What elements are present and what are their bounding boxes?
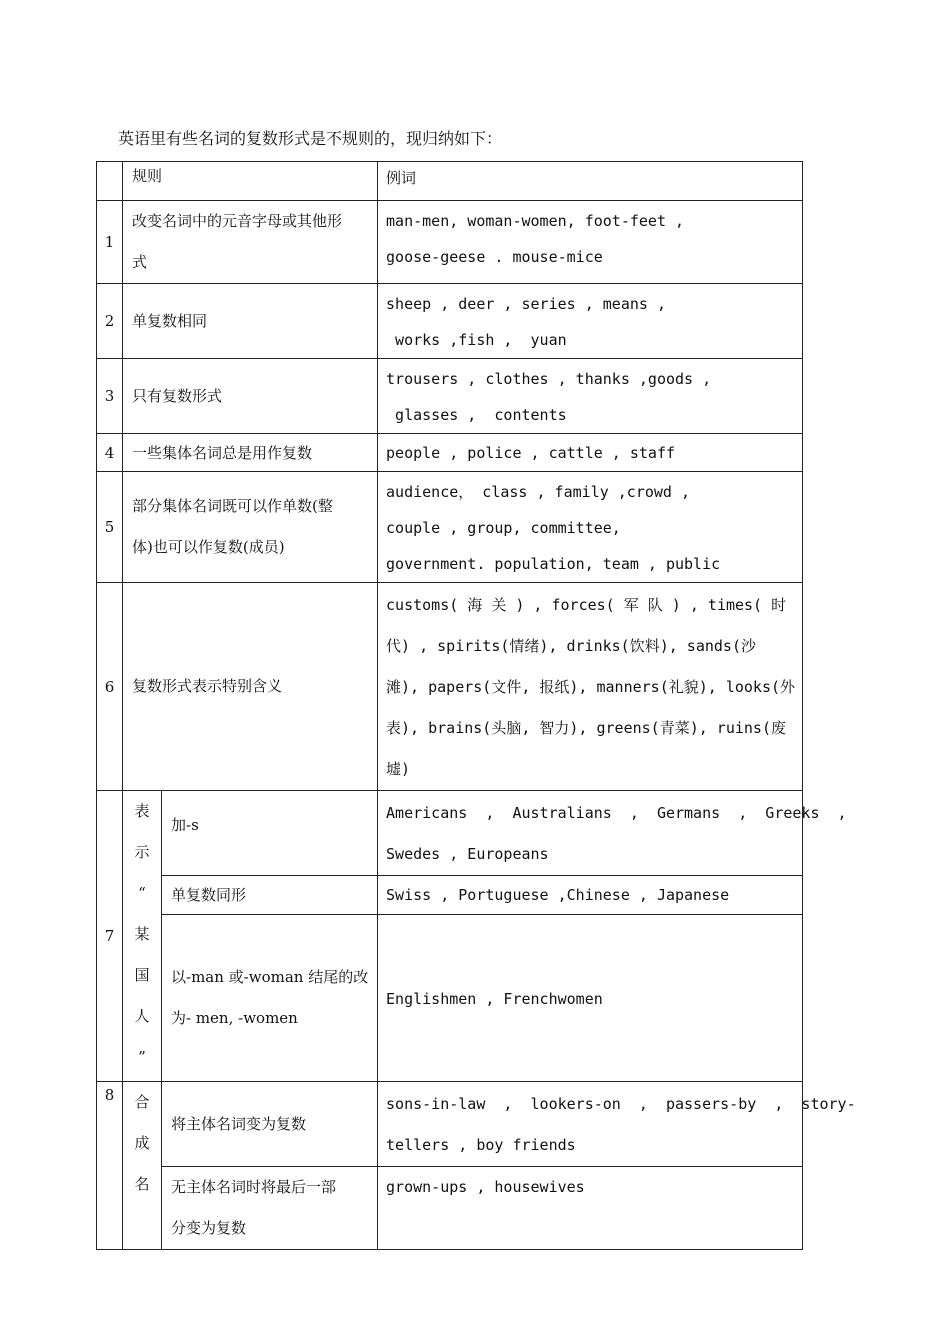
rule-line: 为- men, -women	[171, 1009, 298, 1027]
group-char: 某	[134, 925, 150, 943]
table-row	[97, 359, 803, 434]
table-row	[97, 583, 803, 791]
rule-cell	[123, 201, 378, 284]
example-line: audience， class , family ,crowd ,	[386, 483, 691, 501]
row-number: 6	[97, 583, 123, 791]
example-line: 滩), papers(文件, 报纸), manners(礼貌), looks(外	[386, 678, 796, 696]
table-header-row	[97, 162, 803, 201]
example-line: trousers , clothes , thanks ,goods ,	[386, 370, 712, 388]
rule-line: 复数形式表示特别含义	[132, 677, 283, 695]
rule-cell	[123, 583, 378, 791]
example-cell	[378, 1082, 856, 1167]
group-char: 名	[134, 1175, 150, 1193]
example-cell	[378, 359, 803, 434]
example-line: Englishmen , Frenchwomen	[386, 990, 603, 1008]
group-char: 人	[134, 1007, 150, 1025]
group-char: 成	[134, 1134, 150, 1152]
rule-line: 式	[132, 253, 148, 271]
row-number: 8	[97, 1082, 123, 1250]
rule-cell	[162, 1082, 378, 1167]
example-line: customs( 海 关 ) , forces( 军 队 ) , times( 时	[386, 596, 787, 614]
row-number: 2	[97, 284, 123, 359]
rule-line: 将主体名词变为复数	[171, 1115, 307, 1133]
rule-cell	[162, 915, 378, 1082]
example-cell	[378, 791, 847, 876]
example-cell	[378, 201, 803, 284]
header-num-cell	[97, 162, 123, 201]
table-row	[97, 472, 803, 583]
rule-cell	[123, 284, 378, 359]
example-line: works ,fish , yuan	[386, 331, 567, 349]
group-char: 合	[134, 1093, 150, 1111]
rule-line: 部分集体名词既可以作单数(整	[132, 497, 333, 515]
example-line: sheep , deer , series , means ,	[386, 295, 666, 313]
group-char: ”	[138, 1048, 146, 1066]
rule-cell	[162, 876, 378, 915]
row-number: 1	[97, 201, 123, 284]
row-number: 3	[97, 359, 123, 434]
rule-cell	[162, 791, 378, 876]
example-line: grown-ups , housewives	[386, 1178, 585, 1196]
table-subrow	[97, 1167, 803, 1250]
group-char: “	[138, 884, 146, 902]
group-char: 国	[134, 966, 150, 984]
rule-line: 体)也可以作复数(成员)	[132, 538, 285, 556]
rule-line: 以-man 或-woman 结尾的改	[171, 968, 369, 986]
rule-line: 加-s	[171, 816, 199, 834]
group-label-nationality	[123, 791, 162, 1082]
rule-cell	[162, 1167, 378, 1250]
example-cell	[378, 583, 803, 791]
rule-line: 单复数相同	[132, 311, 208, 330]
header-rule: 规则	[123, 162, 378, 201]
example-line: goose-geese . mouse-mice	[386, 248, 603, 266]
rule-cell	[123, 434, 378, 472]
example-line: government. population, team , public	[386, 555, 721, 573]
table-row	[97, 434, 803, 472]
table-subrow	[97, 876, 803, 915]
rule-line: 只有复数形式	[132, 386, 223, 405]
table-row	[97, 201, 803, 284]
intro-text: 英语里有些名词的复数形式是不规则的，现归纳如下：	[118, 129, 503, 148]
example-line: people , police , cattle , staff	[386, 443, 675, 462]
example-line: Swedes , Europeans	[386, 845, 549, 863]
row-number: 7	[97, 791, 123, 1082]
rule-line: 改变名词中的元音字母或其他形	[132, 212, 343, 230]
header-example: 例词	[378, 162, 803, 201]
example-line: Americans , Australians , Germans , Greeks ,	[386, 804, 847, 822]
table-row	[97, 1082, 803, 1167]
example-line: sons-in-law , lookers-on , passers-by , story-	[386, 1095, 856, 1113]
table-subrow	[97, 915, 803, 1082]
group-char: 示	[134, 843, 150, 861]
example-line: 代) , spirits(情绪), drinks(饮料), sands(沙	[386, 637, 756, 655]
example-cell	[378, 284, 803, 359]
example-cell	[378, 434, 803, 472]
example-cell	[378, 1167, 803, 1250]
group-label-compound	[123, 1082, 162, 1250]
example-cell	[378, 472, 803, 583]
table-row	[97, 791, 803, 876]
example-line: tellers , boy friends	[386, 1136, 576, 1154]
row-number: 5	[97, 472, 123, 583]
rule-cell	[123, 472, 378, 583]
example-line: Swiss , Portuguese ,Chinese , Japanese	[386, 886, 730, 904]
row-number: 4	[97, 434, 123, 472]
example-line: 表), brains(头脑, 智力), greens(青菜), ruins(废	[386, 719, 786, 737]
rule-line: 单复数同形	[171, 886, 247, 904]
example-line: glasses , contents	[386, 406, 567, 424]
example-line: couple , group, committee,	[386, 519, 621, 537]
rule-line: 分变为复数	[171, 1219, 247, 1237]
rule-line: 一些集体名词总是用作复数	[132, 443, 313, 462]
table-row	[97, 284, 803, 359]
example-line: man-men, woman-women, foot-feet ,	[386, 212, 685, 230]
example-cell	[378, 915, 803, 1082]
example-cell	[378, 876, 803, 915]
plural-rules-table	[96, 161, 856, 1237]
rule-cell	[123, 359, 378, 434]
example-line: 墟)	[386, 760, 411, 778]
group-char: 表	[134, 802, 150, 820]
rule-line: 无主体名词时将最后一部	[171, 1178, 337, 1196]
